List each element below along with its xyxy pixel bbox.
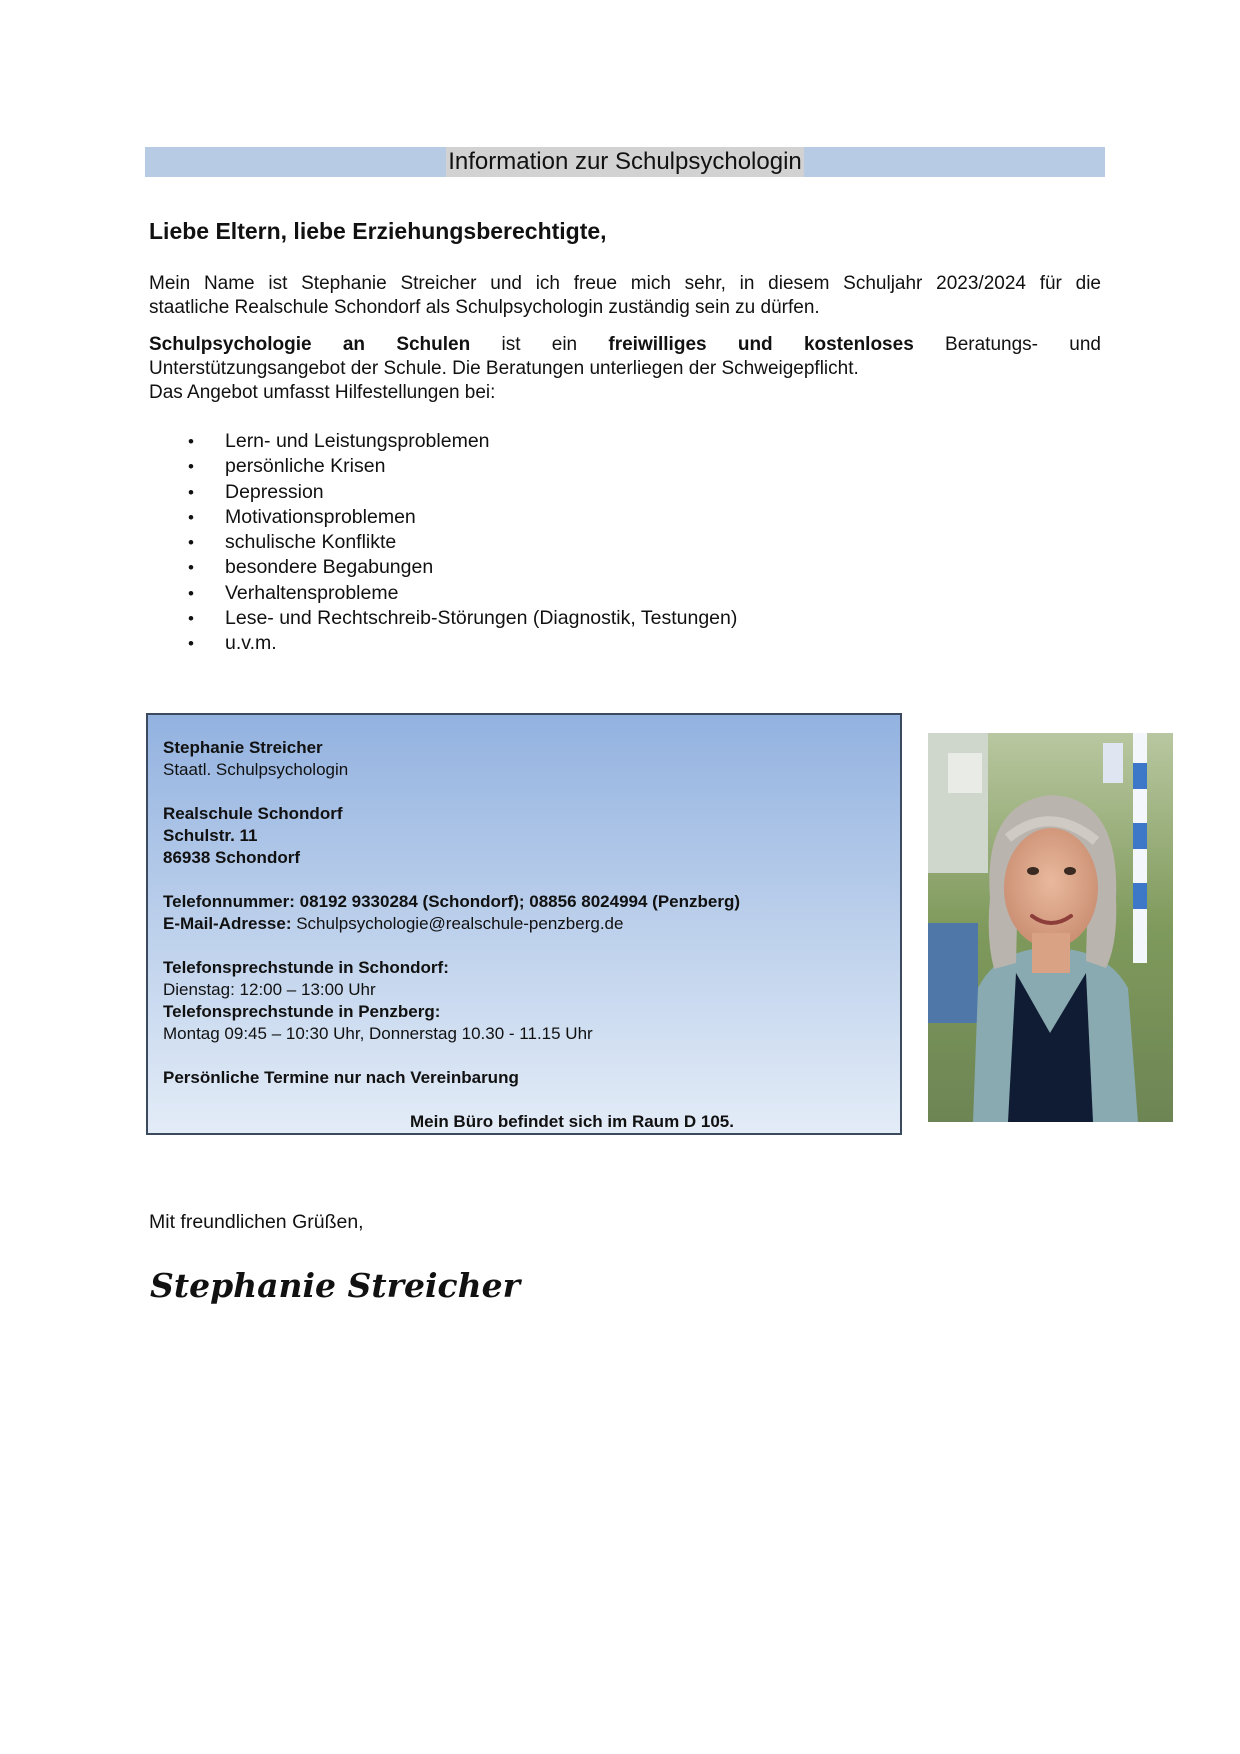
appointments-note: Persönliche Termine nur nach Vereinbarung bbox=[163, 1068, 519, 1087]
phone-line bbox=[163, 891, 885, 913]
intro-paragraph bbox=[149, 272, 1101, 320]
intro-line-2: staatliche Realschule Schondorf als Schulpsychologin zuständig sein zu dürfen. bbox=[149, 297, 820, 318]
email-line bbox=[163, 913, 885, 935]
school-name: Realschule Schondorf bbox=[163, 804, 343, 823]
offer-word: Schulpsychologie bbox=[149, 334, 312, 355]
offer-paragraph bbox=[149, 333, 1101, 405]
contact-role: Staatl. Schulpsychologin bbox=[163, 760, 349, 779]
hours-penzberg-value: Montag 09:45 – 10:30 Uhr, Donnerstag 10.30 - 11.15 Uhr bbox=[163, 1024, 593, 1043]
office-room: Mein Büro befindet sich im Raum D 105. bbox=[409, 1112, 734, 1131]
offer-word: Schulen bbox=[396, 334, 471, 355]
signature bbox=[148, 1262, 520, 1312]
email-label: E-Mail-Adresse: bbox=[163, 914, 292, 933]
list-item: • Lern- und Leistungsproblemen bbox=[188, 429, 737, 454]
topic-list bbox=[188, 429, 737, 657]
offer-line-2: Unterstützungsangebot der Schule. Die Beratungen unterliegen der Schweigepflicht. bbox=[149, 358, 859, 379]
list-item: • u.v.m. bbox=[188, 631, 737, 656]
school-street: Schulstr. 11 bbox=[163, 826, 258, 845]
page-title: Information zur Schulpsychologin bbox=[448, 148, 802, 175]
offer-word: Beratungs- bbox=[945, 334, 1038, 355]
portrait-photo bbox=[928, 733, 1173, 1122]
hours-penzberg-label: Telefonsprechstunde in Penzberg: bbox=[163, 1002, 441, 1021]
signature-text: Stephanie Streicher bbox=[150, 1266, 520, 1305]
list-item: • schulische Konflikte bbox=[188, 530, 737, 555]
offer-word: freiwilliges bbox=[608, 334, 707, 355]
list-item: • Verhaltensprobleme bbox=[188, 581, 737, 606]
list-item: • Lese- und Rechtschreib-Störungen (Diagnostik, Testungen) bbox=[188, 606, 737, 631]
contact-name: Stephanie Streicher bbox=[163, 738, 323, 757]
offer-word: kostenloses bbox=[803, 334, 914, 355]
phone-label: Telefonnummer: bbox=[163, 892, 295, 911]
list-item: • persönliche Krisen bbox=[188, 454, 737, 479]
offer-word: und bbox=[737, 334, 773, 355]
offer-word: ist bbox=[501, 334, 521, 355]
hours-schondorf-label: Telefonsprechstunde in Schondorf: bbox=[163, 958, 449, 977]
greeting: Liebe Eltern, liebe Erziehungsberechtigte, bbox=[149, 218, 607, 244]
offer-word: an bbox=[342, 334, 366, 355]
title-bar bbox=[145, 147, 1105, 177]
school-city: 86938 Schondorf bbox=[163, 848, 300, 867]
phone-value: 08192 9330284 (Schondorf); 08856 8024994 (Penzberg) bbox=[299, 892, 740, 911]
intro-line-1: Mein Name ist Stephanie Streicher und ich freue mich sehr, in diesem Schuljahr 2023/2024 für die bbox=[149, 273, 1101, 294]
list-item: • besondere Begabungen bbox=[188, 555, 737, 580]
offer-word: und bbox=[1069, 334, 1101, 355]
offer-line-1 bbox=[149, 333, 1101, 357]
offer-line-3: Das Angebot umfasst Hilfestellungen bei: bbox=[149, 382, 496, 403]
list-item: • Motivationsproblemen bbox=[188, 505, 737, 530]
offer-word: ein bbox=[551, 334, 578, 355]
email-link[interactable]: Schulpsychologie@realschule-penzberg.de bbox=[296, 914, 624, 933]
closing: Mit freundlichen Grüßen, bbox=[149, 1211, 364, 1233]
hours-schondorf-value: Dienstag: 12:00 – 13:00 Uhr bbox=[163, 980, 376, 999]
list-item: • Depression bbox=[188, 480, 737, 505]
contact-box bbox=[146, 713, 902, 1135]
